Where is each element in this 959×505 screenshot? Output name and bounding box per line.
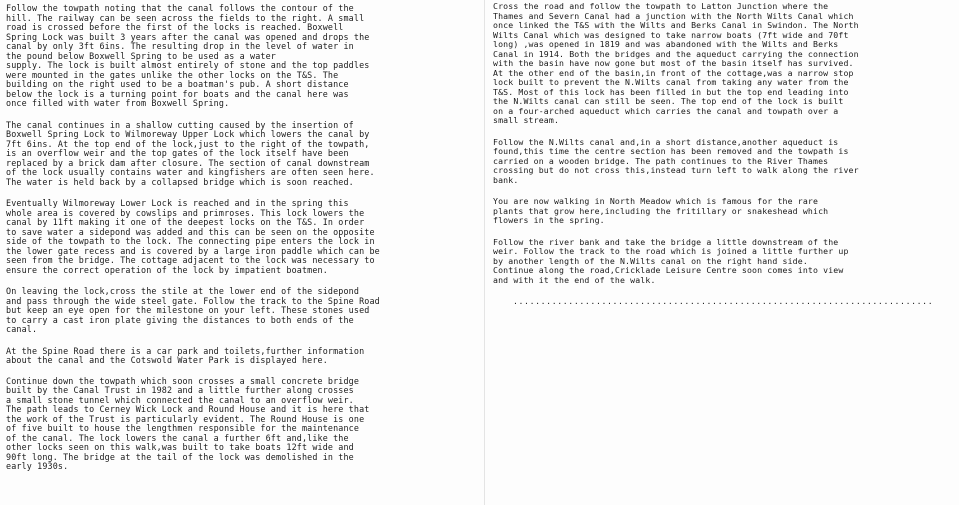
paragraph-wilmoreway-upper: The canal continues in a shallow cutting caused by the insertion of Boxwell Spring Lock to Wilmoreway Upper Lock which lowers the canal by 7ft 6ins. At the top end of the lock,just to the right of the towpath, is an overflow weir and the top gates of the lock itself have been replaced by a brick dam after closure. The section of canal downstream of the lock usually contains water and kingfishers are often seen here. The water is held back by a collapsed bridge which is soon reached.	[6, 119, 375, 187]
paragraph-end-of-walk: Follow the river bank and take the bridge a little downstream of the weir. Follow the track to the road which is joined a little further up by another length of the N.Wilts canal on the right hand side. Continue along the road,Cricklade Leisure Centre soon comes into view and with it the end of the walk.	[493, 236, 849, 285]
end-dotted-line: ............................................................................	[513, 297, 934, 306]
right-page	[484, 0, 959, 505]
paragraph-spine-road-track: On leaving the lock,cross the stile at the lower end of the sidepond and pass through the wide steel gate. Follow the track to the Spine Road but keep an eye open for the milestone on your left. These stones used to carry a cast iron plate giving the distances to both ends of the canal.	[6, 286, 380, 334]
paragraph-north-wilts-aqueduct: Follow the N.Wilts canal and,in a short distance,another aqueduct is found,this time the centre section has been removed and the towpath is carried on a wooden bridge. The path continues to the River Thames crossing but do not cross this,instead turn left to walk along the river bank.	[493, 136, 859, 185]
paragraph-car-park: At the Spine Road there is a car park and toilets,further information about the canal and the Cotswold Water Park is displayed here.	[6, 345, 365, 365]
paragraph-cerney-wick: Continue down the towpath which soon crosses a small concrete bridge built by the Canal Trust in 1982 and a little further along crosses a small stone tunnel which connected the canal to an overflow weir. The path leads to Cerney Wick Lock and Round House and it is here that the work of the Trust is particularly evident. The Round House is one of five built to house the lengthmen responsible for the maintenance of the canal. The lock lowers the canal a further 6ft and,like the other locks seen on this walk,was built to take boats 12ft wide and 90ft long. The bridge at the tail of the lock was demolished in the early 1930s.	[6, 375, 370, 471]
paragraph-wilmoreway-lower: Eventually Wilmoreway Lower Lock is reached and in the spring this whole area is covered by cowslips and primroses. This lock lowers the canal by 11ft making it one of the deepest locks on the T&S. In order to save water a sidepond was added and this can be seen on the opposite side of the towpath to the lock. The connecting pipe enters the lock in the lower gate recess and is covered by a large iron paddle which can be seen from the bridge. The cottage adjacent to the lock was necessary to ensure the correct operation of the lock by impatient boatmen.	[6, 198, 380, 275]
paragraph-latton-junction: Cross the road and follow the towpath to Latton Junction where the Thames and Severn Canal had a junction with the North Wilts Canal which once linked the T&S with the Wilts and Berks Canal in Swindon. The North Wilts Canal which was designed to take narrow boats (7ft wide and 70ft long) ,was opened in 1819 and was abandoned with the Wilts and Berks Canal in 1914. Both the bridges and the aqueduct carrying the connection with the basin have now gone but most of the basin itself has survived. At the other end of the basin,in front of the cottage,was a narrow stop lock built to prevent the N.Wilts canal from taking any water from the T&S. Most of this lock has been filled in but the top end leading into the N.Wilts canal can still be seen. The top end of the lock is built on a four-arched aqueduct which carries the canal and towpath over a small stream.	[493, 1, 859, 125]
paragraph-north-meadow: You are now walking in North Meadow which is famous for the rare plants that grow here,including the fritillary or snakeshead which flowers in the spring.	[493, 196, 829, 225]
paragraph-boxwell-spring: Follow the towpath noting that the canal follows the contour of the hill. The railway can be seen across the fields to the right. A small road is crossed before the first of the locks is reached. Boxwell Spring Lock was built 3 years after the canal was opened and drops the canal by only 3ft 6ins. The resulting drop in the level of water in the pound below Boxwell Spring to be used as a water supply. The lock is built almost entirely of stone and the top paddles were mounted in the gates unlike the other locks on the T&S. The building on the right used to be a boatman's pub. A short distance below the lock is a turning point for boats and the canal here was once filled with water from Boxwell Spring.	[6, 3, 370, 108]
